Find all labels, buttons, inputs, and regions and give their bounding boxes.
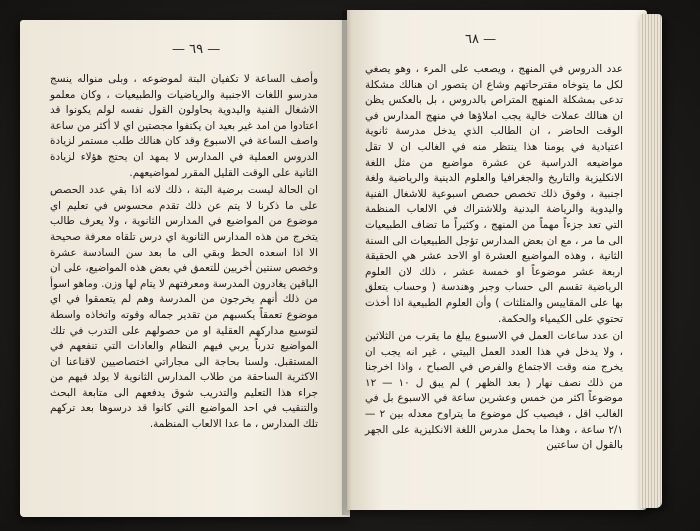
right-page <box>347 10 647 510</box>
book-spine-gutter <box>342 10 354 515</box>
right-paragraph-2: ان عدد ساعات العمل في الاسبوع يبلغ ما يقرب من الثلاثين ، ولا يدخل في هذا العدد العمل البيتي ، غير انه يجب ان يخرج منه وقت الاجتماع والفرص في الصباح ، واذا اخرجنا من ذلك نصف نهار ( بعد الظهر ) لم يبق ل ١٠ — ١٢ موضوعاً اكثر من خمس وعشرين ساعة في الاسبوع بل في الغالب اقل ، فيصيب كل موضوع ما يتراوح معدله بين ٢ — ٢/١ ساعة ، وهذا ما يحمل مدرس اللغة الانكليزية على الجهر بالقول ان ساعتين <box>365 330 624 452</box>
left-paragraph-1: وأصف الساعة لا تكفيان البتة لموضوعه ، وبلى منواله ينسج مدرسو اللغات الاجنبية والرياضيات والطبيعيات ، وكان معلمو الاشغال الفنية واليدوية يحاولون القول نفسه لولم يكونوا قد اعتادوا من امد غير بعيد ان يكتفوا مجصتين اي لا أكثر من ساعة واصف الساعة في الاسبوع وقد كان هنالك طلب مستمر لزيادة الدروس العملية في المدارس لا يمهد ان يحتج هؤلاء لزيادة الثانية على الوقت القليل المقرر لمواضيعهم. <box>50 73 318 179</box>
right-page-text <box>365 62 623 456</box>
right-page-number: ٦٨ — <box>465 32 497 47</box>
left-paragraph-2: ان الحالة ليست برضية البتة ، ذلك لانه اذا بقي عدد الحصص على ما ذكرنا لا يتم عن ذلك تقدم محسوس في تعليم اي موضوع من المواضيع في المدارس الثانوية ، ولا يعرف طالب يتخرج من هذه المدارس الثانوية اي درس تلقاه معرفة صحيحة الا اذا اسعده الحظ وبقي الى ما بعد سن السادسة عشرة وخصص سنتين أخريين للتعمق في بعض هذه المواضيع، على ان الباقين يغادرون المدرسة ومعرفتهم لا يتام لها وزن. وماهو اسوأ من ذلك أنهم يخرجون من المدرسة وهم لم يتعمقوا في اي موضوع تعمقاً يكسبهم من تقدير جماله وقوته واتخاذه واسطة لتوسيع مداركهم العقلية او من حصولهم على التدرب في تلك المواضيع تدرباً يربي فيهم النظام والعادات التي تنفعهم في المستقبل. ولسنا بحاجة الى مجاراتي اختصاصيين لاقناعنا ان الاكثرية الساحقة من طلاب المدارس الثانوية لا يولد فيهم من جراء هذا التعليم والتدريب شوق يدفعهم الى متابعة البحث والتنقيب في احد المواضيع التي كانوا قد درسوها بعد تركهم تلك المدارس ، ما عدا الالعاب المنظمة. <box>50 184 318 431</box>
right-paragraph-1: عدد الدروس في المنهج ، ويصعب على المرء ، وهو يصغي لكل ما يتوخاه مقترحاتهم وشاع ان يتصور ان هنالك مشكلة تدعى بمشكلة المنهج المتراص بالدروس ، بل بالعكس يظن ان هنالك عملات خالية يجب املاؤها في منهج المدارس في الوقت الحاضر ، ان الطالب الذي يدخل مدرسة ثانوية اعتيادية في يومنا هذا ينتظر منه في الغالب ان لا تقل مواضيعه الدراسية عن عشرة مواضيع من مثل اللغة الانكليزية والتاريخ والجغرافيا والعلوم الدينية والرياضية ولغة اجنبية ، وفوق ذلك تخصص حصص اسبوعية للاشغال الفنية واليدوية والرياضة البدنية وللاشتراك في الالعاب المنظمة التي تعد جزءاً مهماً من المنهج ، وكثيراً ما تضاف الطبيعيات الى ما مر ، مع ان بعض المدارس تؤجل الطبيعيات الى السنة الثانية ، وهذه المواضيع العشرة او الاحد عشر هي الحقيقة اربعة عشر موضوعاً او خمسة عشر ، ذلك لان العلوم الرياضية تقسم الى حساب وجبر وهندسة ( وحساب يتعلق بها على المقاييس والمثلثات ) وأن العلوم الطبيعية اذا أخذت تحتوي على الكيمياء والحكمة. <box>364 63 623 325</box>
left-page-text <box>50 72 318 435</box>
left-page-number: — ٦٩ — <box>172 42 221 57</box>
page-edges <box>640 14 662 508</box>
left-page <box>20 20 350 517</box>
